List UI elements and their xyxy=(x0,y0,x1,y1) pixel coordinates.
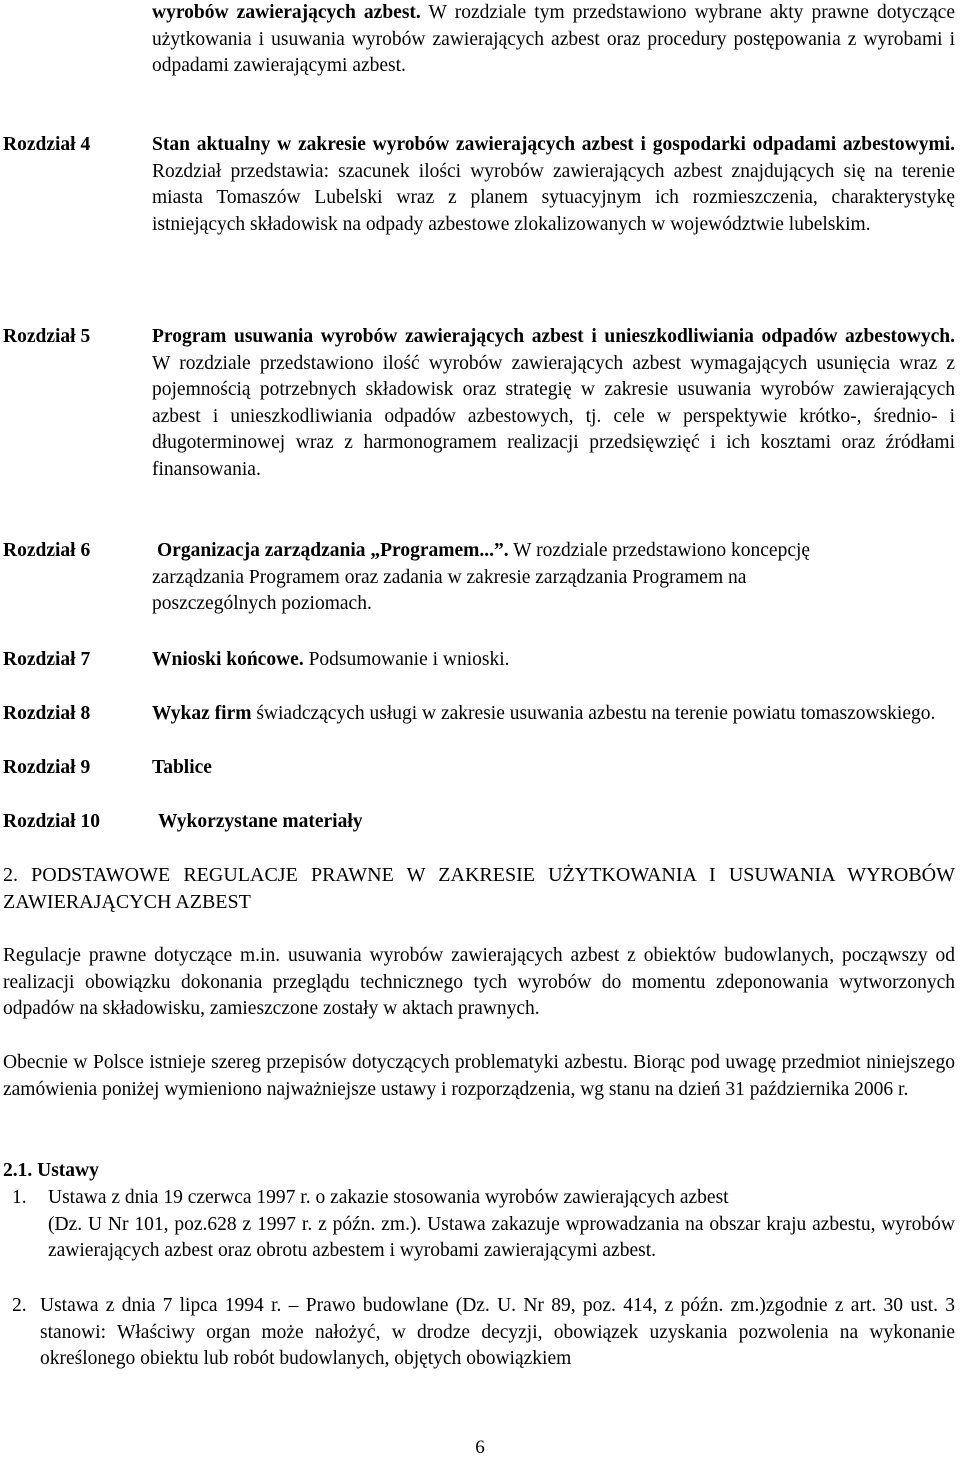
list-item-1-rest: (Dz. U Nr 101, poz.628 z 1997 r. z późn. zm.). Ustawa zakazuje wprowadzania na obszar kraju azbestu, wyrobów zawierających azbest oraz obrotu azbestem i wyrobami zawierającymi azbest. xyxy=(48,1213,955,1261)
chapter-label-8: Rozdział 8 xyxy=(3,703,91,724)
chapter-text-6: W rozdziale przedstawiono koncepcję zarządzania Programem oraz zadania w zakresie zarządzania Programem na poszczególnych poziomach. xyxy=(152,540,811,614)
chapter-body-4 xyxy=(152,132,955,238)
intro-paragraph xyxy=(152,0,955,80)
chapter-text-5: W rozdziale przedstawiono ilość wyrobów zawierających azbest wymagających usunięcia wraz z pojemnością potrzebnych składowisk oraz strategię w zakresie usuwania wyrobów zawierających azbest i unieszkodliwiania odpadów azbestowych, tj. cele w perspektywie krótko-, średnio- i długoterminowej wraz z harmonogramem realizacji przedsięwzięć i ich kosztami oraz źródłami finansowania. xyxy=(152,352,955,480)
section-heading-text: 2. PODSTAWOWE REGULACJE PRAWNE W ZAKRESIE UŻYTKOWANIA I USUWANIA WYROBÓW ZAWIERAJĄCYCH AZBEST xyxy=(3,864,955,913)
chapter-text-8: świadczących usługi w zakresie usuwania azbestu na terenie powiatu tomaszowskiego. xyxy=(251,703,936,724)
chapter-title-6: Organizacja zarządzania „Programem...”. xyxy=(157,540,509,561)
chapter-label-4: Rozdział 4 xyxy=(3,134,91,155)
list-item-1-line1: Ustawa z dnia 19 czerwca 1997 r. o zakazie stosowania wyrobów zawierających azbest xyxy=(48,1187,729,1208)
chapter-body-8 xyxy=(152,701,955,728)
page-number: 6 xyxy=(475,1437,485,1458)
intro-text: W rozdziale tym przedstawiono wybrane akty prawne dotyczące użytkowania i usuwania wyrobów zawierających azbest oraz procedury postępowania z wyrobami i odpadami zawierającymi azbest. xyxy=(152,2,955,76)
section-heading xyxy=(3,862,955,915)
chapter-body-9 xyxy=(152,755,955,782)
list-item-1 xyxy=(48,1185,955,1265)
chapter-label-6: Rozdział 6 xyxy=(3,540,91,561)
list-item-2: Ustawa z dnia 7 lipca 1994 r. – Prawo budowlane (Dz. U. Nr 89, poz. 414, z późn. zm.)zgodnie z art. 30 ust. 3 stanowi: Właściwy organ może nałożyć, w drodze decyzji, obowiązek uzyskania pozwolenia na wykonanie określonego obiektu lub robót budowlanych, objętych obowiązkiem xyxy=(40,1295,955,1369)
subsection-heading: 2.1. Ustawy xyxy=(3,1160,99,1181)
chapter-text-4: Rozdział przedstawia: szacunek ilości wyrobów zawierających azbest znajdujących się na terenie miasta Tomaszów Lubelski wraz z planem sytuacyjnym ich rozmieszczenia, charakterystykę istniejących składowisk na odpady azbestowe zlokalizowanych w województwie lubelskim. xyxy=(152,160,955,235)
chapter-title-9: Tablice xyxy=(152,757,212,778)
chapter-label-9: Rozdział 9 xyxy=(3,757,91,778)
list-item-number-1: 1. xyxy=(12,1187,27,1208)
list-item-number-2: 2. xyxy=(12,1295,27,1316)
chapter-label-5: Rozdział 5 xyxy=(3,326,91,347)
chapter-body-5 xyxy=(152,324,955,483)
chapter-body-6 xyxy=(152,538,852,618)
chapter-label-10: Rozdział 10 xyxy=(3,811,100,832)
chapter-title-10: Wykorzystane materiały xyxy=(158,811,363,832)
chapter-body-7 xyxy=(152,647,955,674)
chapter-title-4: Stan aktualny w zakresie wyrobów zawierających azbest i gospodarki odpadami azbestowymi. xyxy=(152,134,955,155)
chapter-label-7: Rozdział 7 xyxy=(3,649,91,670)
chapter-body-10 xyxy=(152,809,960,836)
chapter-title-8: Wykaz firm xyxy=(152,703,252,724)
section-paragraph-1: Regulacje prawne dotyczące m.in. usuwania wyrobów zawierających azbest z obiektów budowlanych, począwszy od realizacji obowiązku dokonania przeglądu technicznego tych wyrobów do momentu zdeponowania wytworzonych odpadów na składowisku, zamieszczone zostały w aktach prawnych. xyxy=(3,945,955,1019)
chapter-text-7: Podsumowanie i wnioski. xyxy=(303,649,510,670)
chapter-title-7: Wnioski końcowe. xyxy=(152,649,304,670)
intro-bold: wyrobów zawierających azbest. xyxy=(152,2,421,23)
chapter-title-5: Program usuwania wyrobów zawierających azbest i unieszkodliwiania odpadów azbestowych. xyxy=(152,326,955,347)
section-paragraph-2: Obecnie w Polsce istnieje szereg przepisów dotyczących problematyki azbestu. Biorąc pod uwagę przedmiot niniejszego zamówienia poniżej wymieniono najważniejsze ustawy i rozporządzenia, wg stanu na dzień 31 października 2006 r. xyxy=(3,1052,955,1100)
